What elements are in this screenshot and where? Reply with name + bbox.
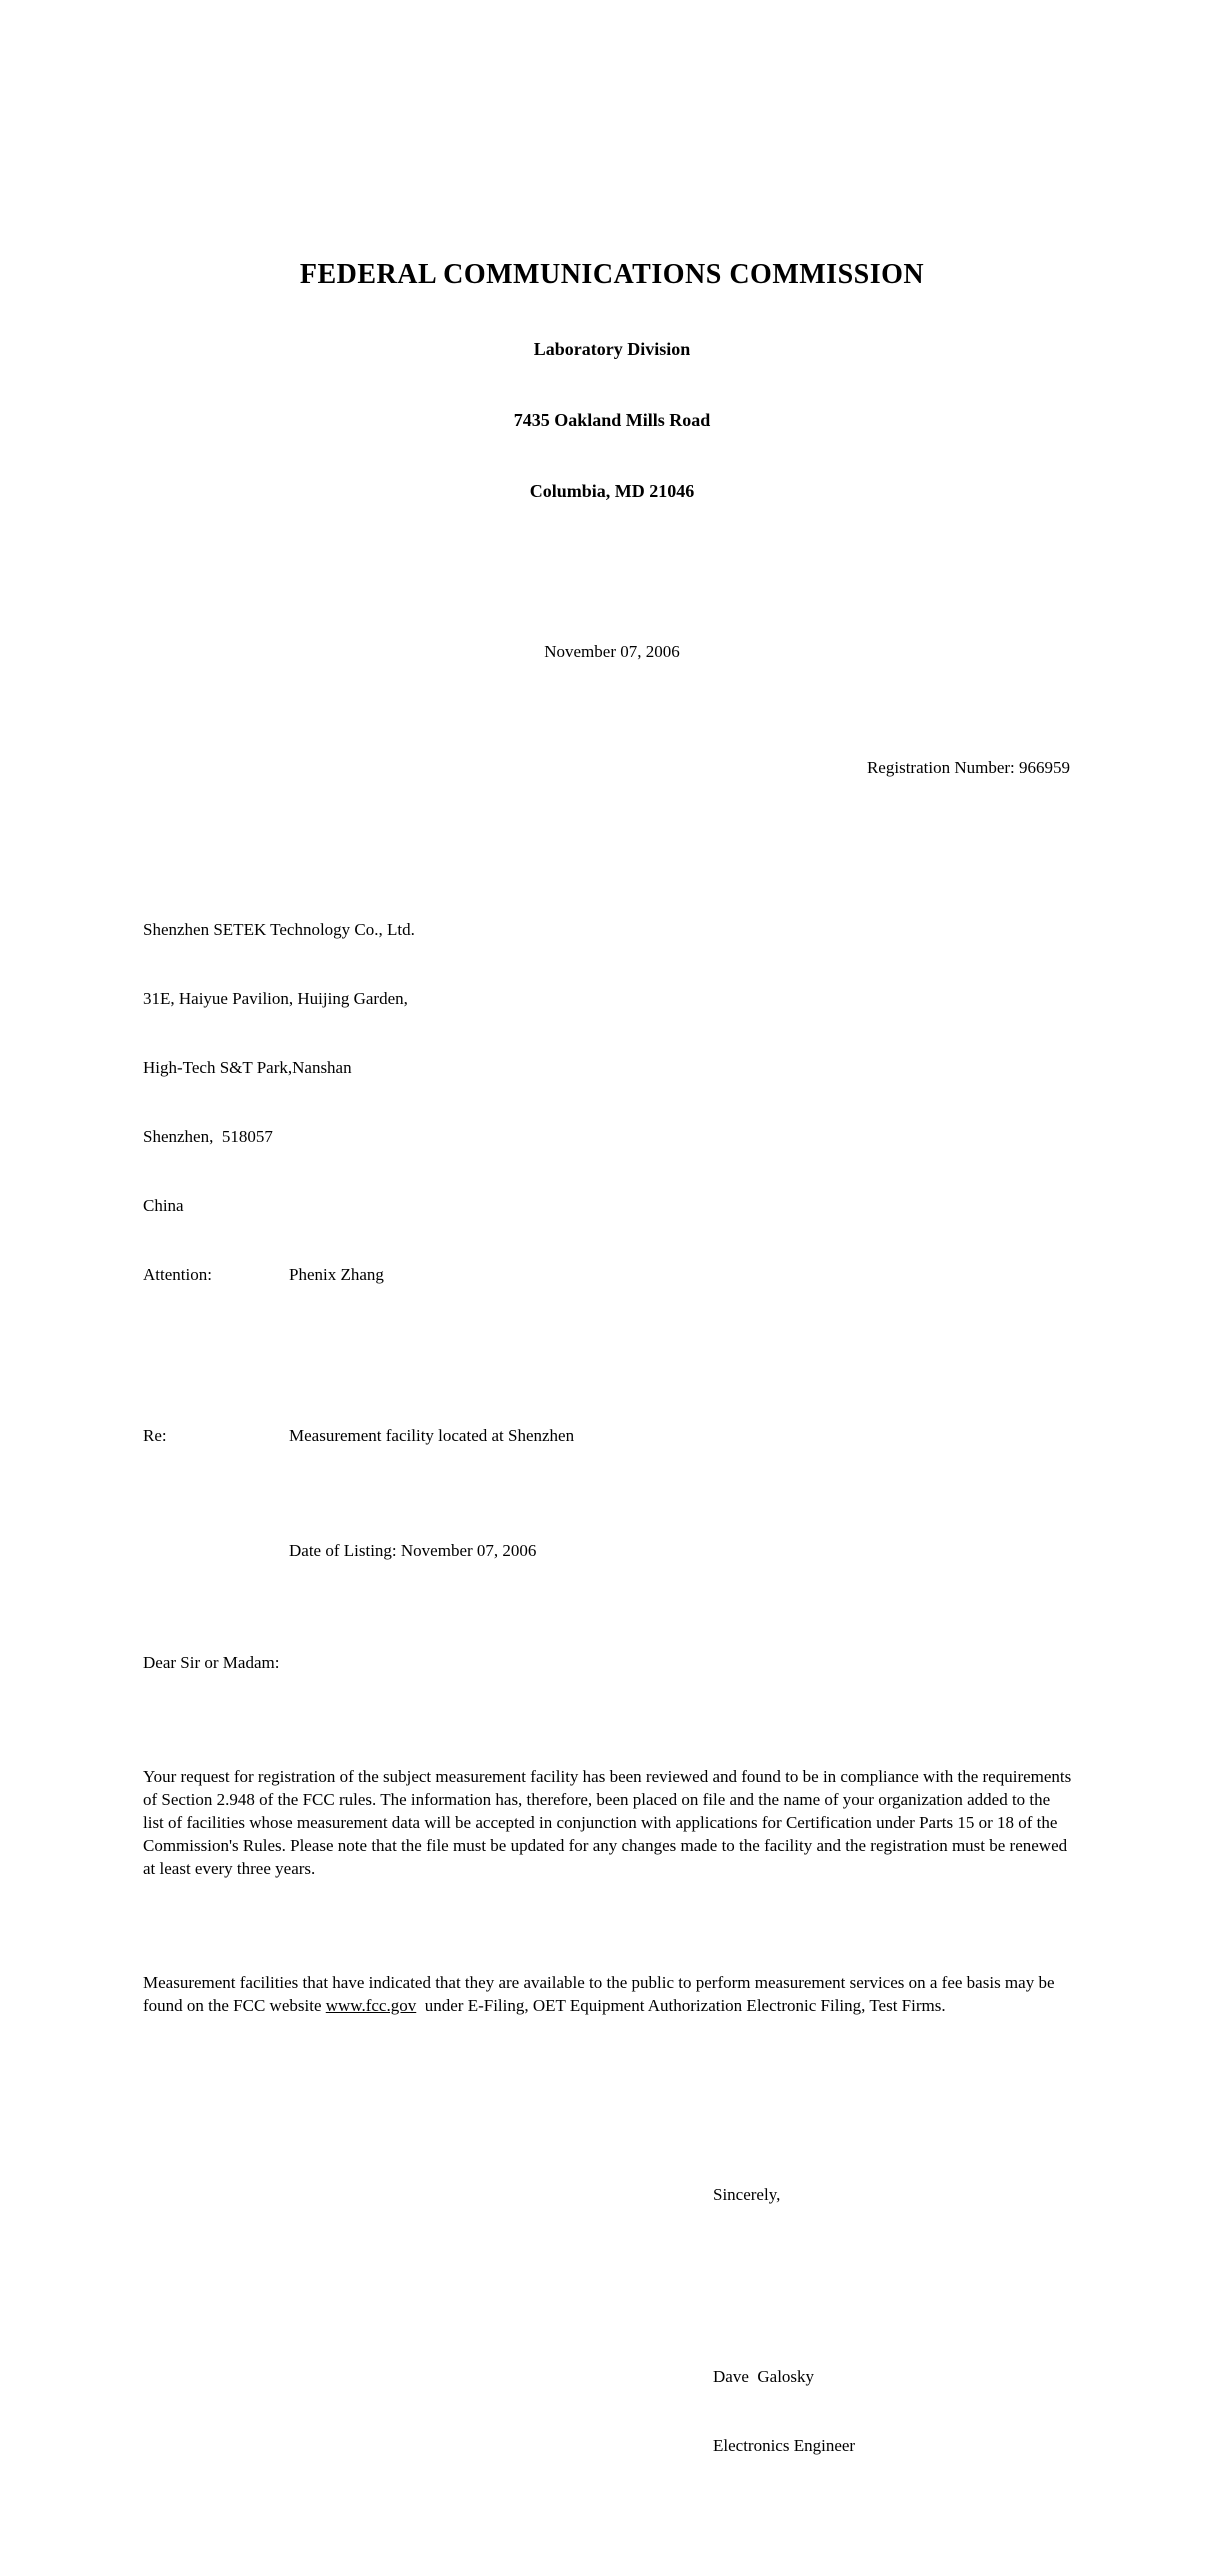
letterhead-title: FEDERAL COMMUNICATIONS COMMISSION [299,259,925,290]
letterhead-street: 7435 Oakland Mills Road [513,410,711,430]
body-paragraph-2 [143,1971,1072,2017]
recipient-address-line: China [143,1196,184,1215]
valediction: Sincerely, [713,2185,781,2204]
salutation: Dear Sir or Madam: [143,1653,280,1672]
attention-label: Attention: [143,1265,212,1284]
closing-block [713,2137,1224,2503]
letter-date: November 07, 2006 [544,642,680,661]
signer-name: Dave Galosky [713,2367,815,2386]
signer-title: Electronics Engineer [713,2436,856,2455]
recipient-address-line: High-Tech S&T Park,Nanshan [143,1058,352,1077]
body-paragraph-2-text-before: Measurement facilities that have indicated that they are available to the public to perform measurement services on a fee basis may be found on the FCC website [143,1973,1059,2015]
re-line [143,1424,1224,1447]
re-label: Re: [143,1426,167,1445]
letterhead-city-state-zip: Columbia, MD 21046 [529,481,695,501]
recipient-address-line: Shenzhen, 518057 [143,1127,273,1146]
recipient-block [143,872,1224,1332]
body-paragraph-2-text-after: under E-Filing, OET Equipment Authorization Electronic Filing, Test Firms. [416,1996,946,2015]
body-paragraph-1: Your request for registration of the subject measurement facility has been reviewed and found to be in compliance with the requirements of Section 2.948 of the FCC rules. The information has, therefore, been placed on file and the name of your organization added to the list of facilities whose measurement data will be accepted in conjunction with applications for Certification under Parts 15 or 18 of the Commission's Rules. Please note that the file must be updated for any changes made to the facility and the registration must be renewed at least every three years. [143,1767,1076,1878]
signature-space [713,2252,1224,2319]
registration-number: Registration Number: 966959 [866,758,1070,777]
re-subject-text: Measurement facility located at Shenzhen [289,1426,575,1445]
letterhead-division: Laboratory Division [533,339,691,359]
recipient-address-line: 31E, Haiyue Pavilion, Huijing Garden, [143,989,408,1008]
attention-name: Phenix Zhang [289,1265,384,1284]
attention-line [143,1263,1224,1286]
letterhead [0,69,1224,550]
date-of-listing: Date of Listing: November 07, 2006 [289,1541,537,1560]
fcc-website-link[interactable]: www.fcc.gov [325,1996,417,2015]
recipient-company: Shenzhen SETEK Technology Co., Ltd. [143,920,415,939]
